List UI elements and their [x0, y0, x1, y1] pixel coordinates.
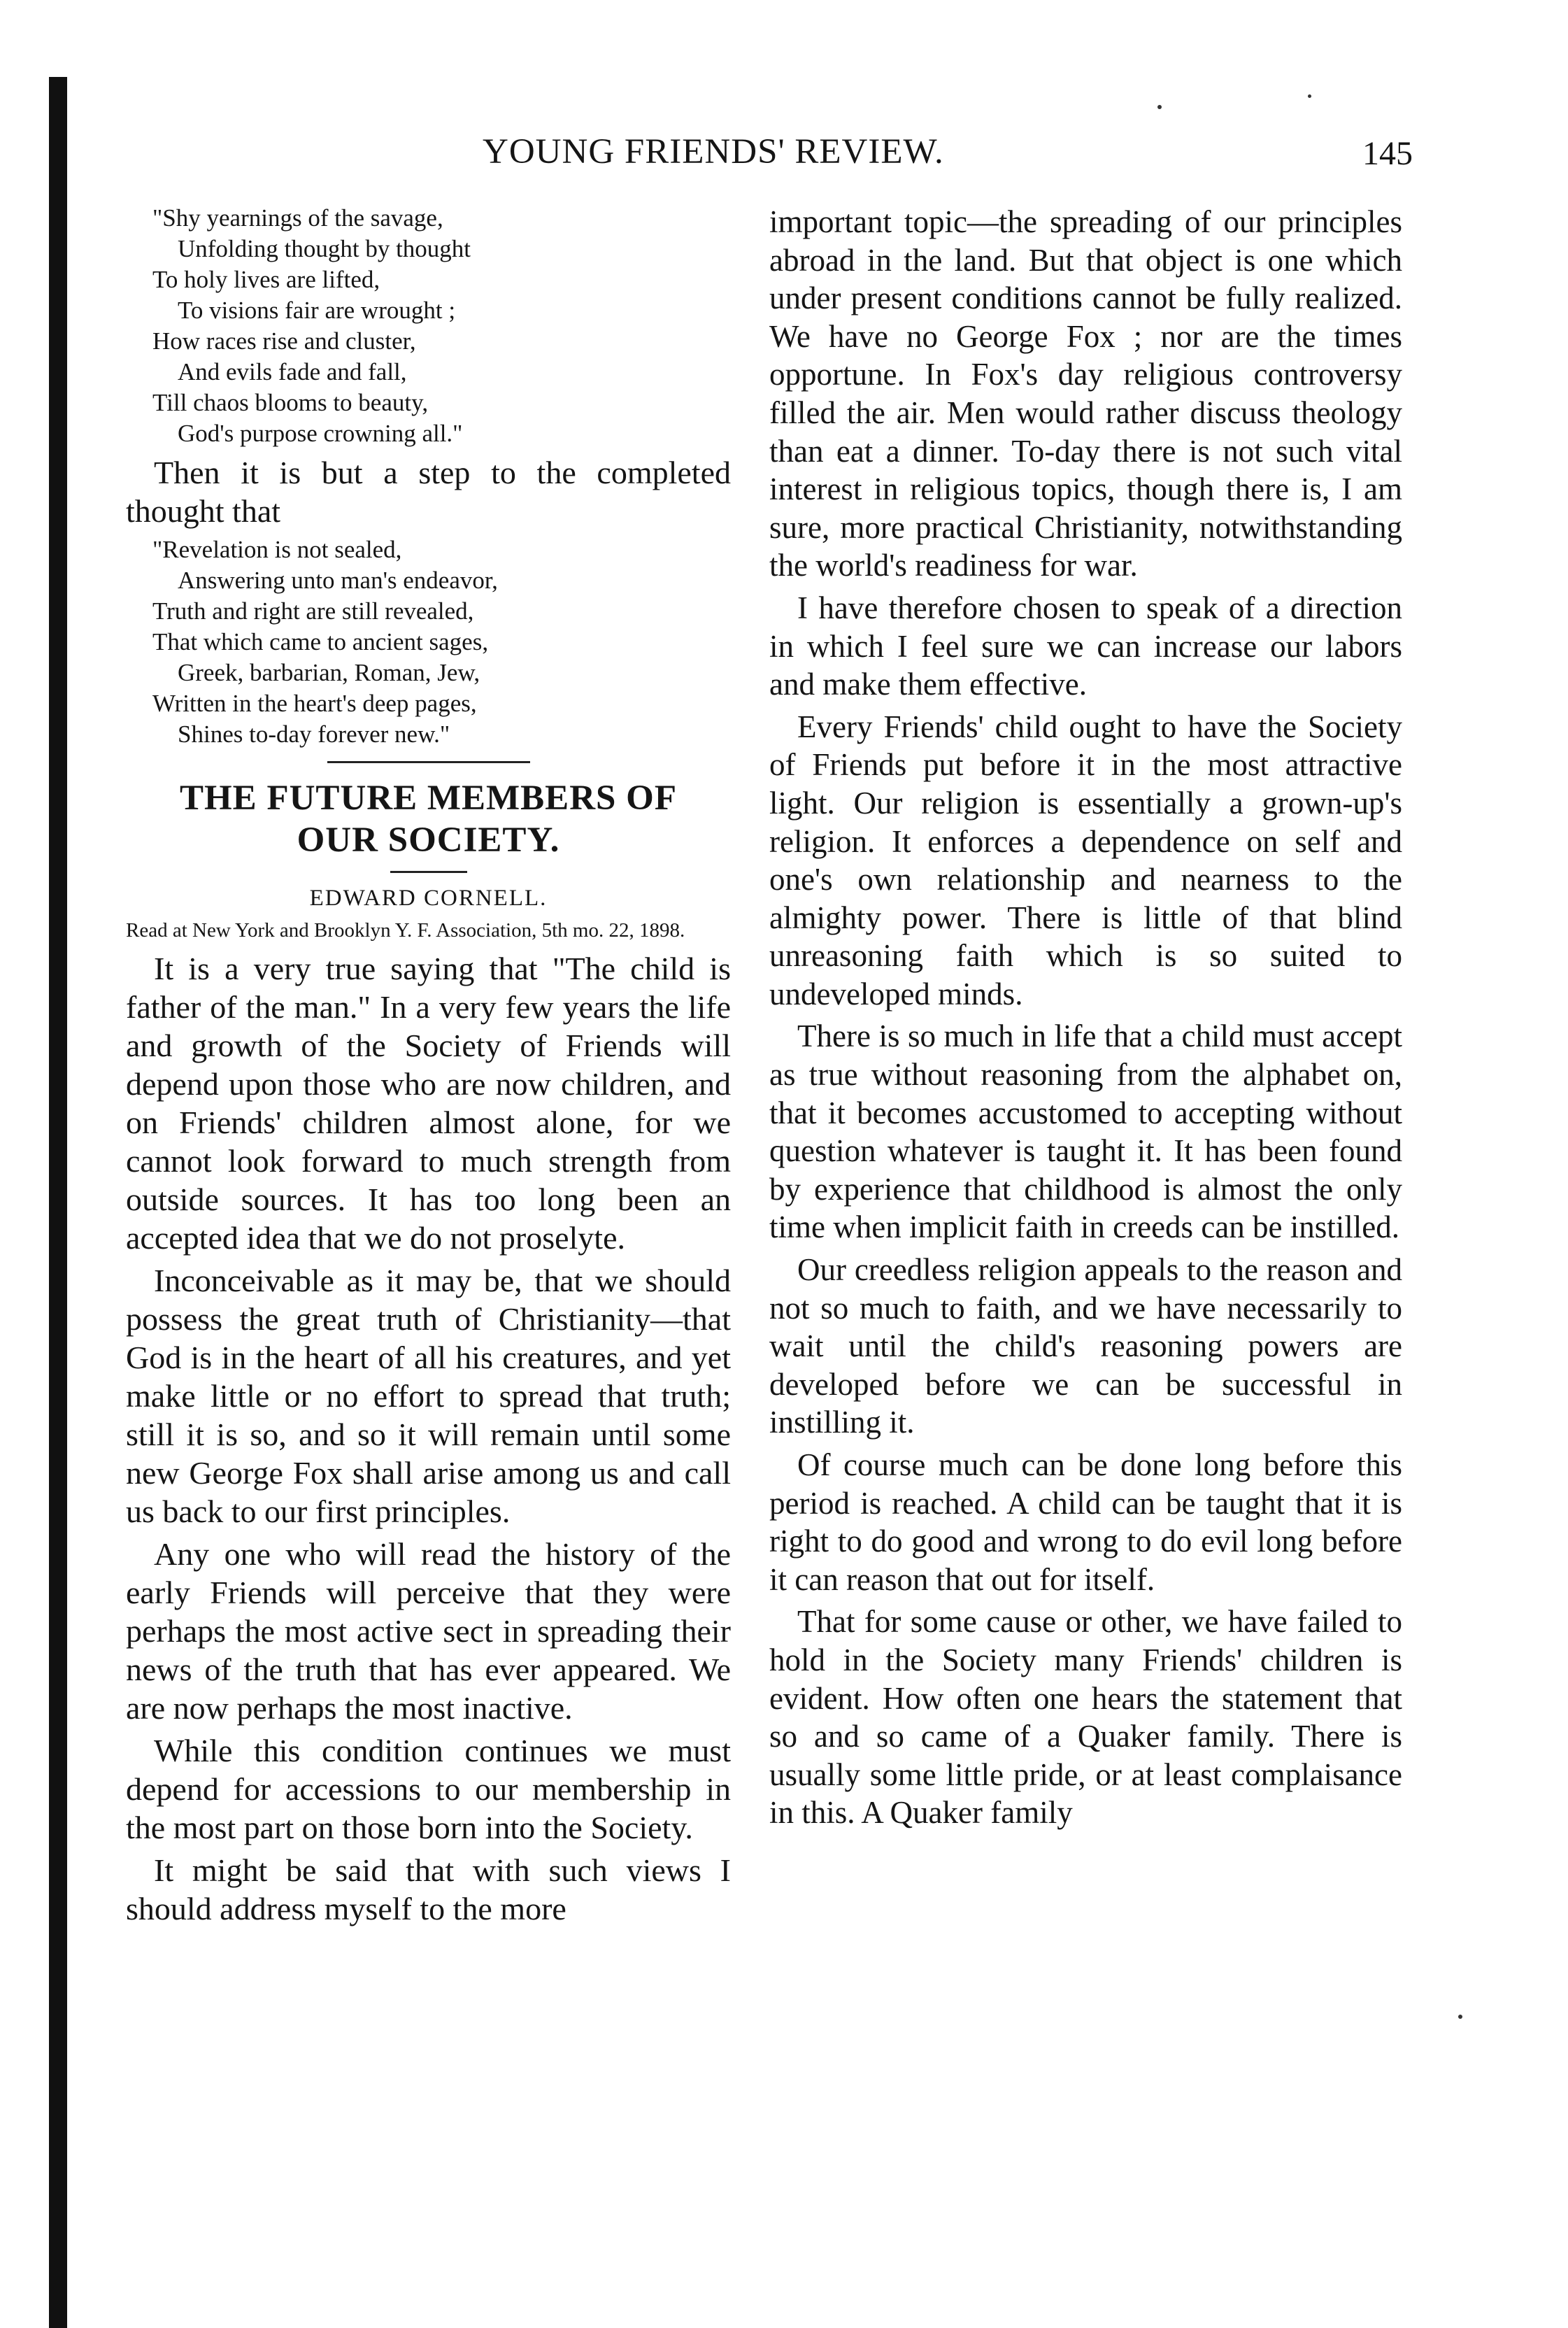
section-divider — [327, 761, 530, 763]
body-paragraph: That for some cause or other, we have failed to hold in the Society many Friends' children is evident. How often one hears the statement that so and so came of a Quaker family. There is usually some little pride, or at least complaisance in this. A Quaker family — [769, 1604, 1402, 1831]
poem-line: Answering unto man's endeavor, — [178, 567, 498, 594]
poem-quote-1 — [152, 203, 731, 449]
poem-line: Till chaos blooms to beauty, — [152, 389, 429, 416]
poem-line: How races rise and cluster, — [152, 327, 416, 355]
article-title — [126, 777, 731, 861]
poem-line: Shines to-day forever new." — [178, 721, 450, 748]
body-paragraph: important topic—the spreading of our principles abroad in the land. But that object is one which under present conditions cannot be fully realized. We have no George Fox ; nor are the times opportune. In Fox's day religious controversy filled the air. Men would rather discuss theology than eat a dinner. To-day there is not such vital interest in religious topics, though there is, I am sure, more practical Christianity, notwithstanding the world's readiness for war. — [769, 204, 1402, 583]
body-paragraph: Every Friends' child ought to have the Society of Friends put before it in the most attractive light. Our religion is essentially a grown-up's religion. It enforces a dependence on self and one's own relationship and nearness to the almighty power. There is little of that blind unreasoning faith which is so suited to undeveloped minds. — [769, 709, 1402, 1012]
body-paragraph: Inconceivable as it may be, that we should possess the great truth of Christianity—that God is in the heart of all his creatures, and yet make little or no effort to spread that truth; still it is so, and so it will remain until some new George Fox shall arise among us and call us back to our first principles. — [126, 1263, 731, 1529]
poem-line: Unfolding thought by thought — [178, 235, 471, 262]
running-title: YOUNG FRIENDS' REVIEW. — [483, 132, 944, 171]
poem-line: Truth and right are still revealed, — [152, 597, 474, 625]
article-note: Read at New York and Brooklyn Y. F. Association, 5th mo. 22, 1898. — [126, 919, 685, 942]
body-paragraph: Any one who will read the history of the early Friends will perceive that they were perhaps the most active sect in spreading their news of the truth that has ever appeared. We are now perhaps the most inactive. — [126, 1536, 731, 1726]
body-paragraph: I have therefore chosen to speak of a direction in which I feel sure we can increase our labors and make them effective. — [769, 590, 1402, 702]
body-paragraph: There is so much in life that a child must accept as true without reasoning from the alphabet on, that it becomes accustomed to accepting without question whatever is taught it. It has been found by experience that childhood is almost the only time when implicit faith in creeds can be instilled. — [769, 1018, 1402, 1245]
body-paragraph: While this condition continues we must depend for accessions to our membership in the most part on those born into the Society. — [126, 1733, 731, 1845]
poem-line: "Revelation is not sealed, — [152, 536, 402, 563]
scan-speck — [1458, 2015, 1462, 2019]
poem-line: Greek, barbarian, Roman, Jew, — [178, 659, 480, 686]
scan-speck — [1308, 94, 1311, 98]
scan-speck — [1157, 105, 1162, 109]
article-title-line2: OUR SOCIETY. — [297, 821, 560, 860]
scan-edge-bar — [49, 77, 67, 2328]
left-column — [126, 203, 731, 2273]
article-title-line1: THE FUTURE MEMBERS OF — [180, 779, 677, 818]
article-author: EDWARD CORNELL. — [309, 886, 548, 911]
poem-line: To holy lives are lifted, — [152, 266, 380, 293]
poem-line: And evils fade and fall, — [178, 358, 407, 385]
title-divider — [390, 871, 467, 873]
bridge-paragraph: Then it is but a step to the completed thought that — [126, 455, 731, 529]
poem-line: To visions fair are wrought ; — [178, 297, 456, 324]
poem-quote-2 — [152, 534, 731, 750]
body-paragraph: Of course much can be done long before this period is reached. A child can be taught that it is right to do good and wrong to do evil long before it can reason that out for itself. — [769, 1447, 1402, 1597]
body-paragraph: It might be said that with such views I should address myself to the more — [126, 1852, 731, 1926]
poem-line: Written in the heart's deep pages, — [152, 690, 477, 717]
poem-line: God's purpose crowning all." — [178, 420, 463, 447]
poem-line: "Shy yearnings of the savage, — [152, 204, 443, 232]
body-paragraph: Our creedless religion appeals to the reason and not so much to faith, and we have necessarily to wait until the child's reasoning powers are developed before we can be successful in instilling it. — [769, 1252, 1402, 1440]
poem-line: That which came to ancient sages, — [152, 628, 489, 655]
page-number: 145 — [1362, 135, 1413, 172]
page-header — [126, 132, 1427, 194]
body-paragraph: It is a very true saying that "The child is father of the man." In a very few years the life and growth of the Society of Friends will depend upon those who are now children, and on Friends' children almost alone, for we cannot look forward to much strength from outside sources. It has too long been an accepted idea that we do not proselyte. — [126, 951, 731, 1256]
right-column — [769, 203, 1402, 2273]
